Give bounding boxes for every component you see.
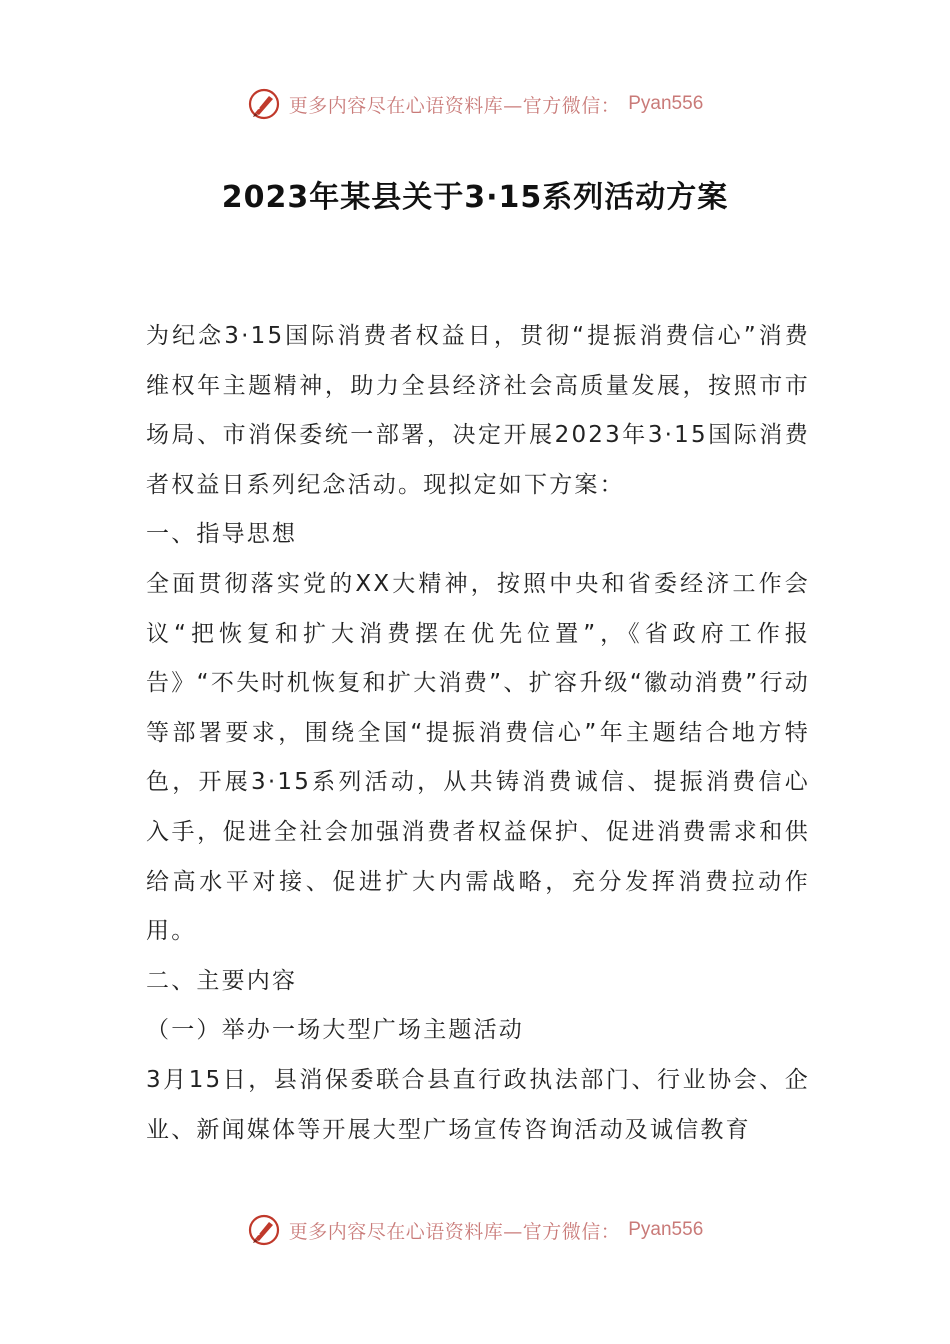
subsection-heading-plaza-event: （一）举办一场大型广场主题活动 — [146, 1017, 524, 1044]
watermark-handle: Pyan556 — [628, 93, 704, 114]
document-body — [146, 312, 810, 1155]
section-heading-guiding-ideology: 一、指导思想 — [146, 521, 298, 548]
plaza-event-paragraph: 3月15日，县消保委联合县直行政执法部门、行业协会、企业、新闻媒体等开展大型广场宣传咨询活动及诚信教育 — [146, 1066, 810, 1143]
watermark-text: 更多内容尽在心语资料库—官方微信： — [288, 94, 621, 117]
intro-paragraph: 为纪念3·15国际消费者权益日，贯彻“提振消费信心”消费维权年主题精神，助力全县经济社会高质量发展，按照市市场局、市消保委统一部署，决定开展2023年3·15国际消费者权益日系列纪念活动。现拟定如下方案： — [146, 323, 810, 498]
pen-circle-logo-icon — [247, 1213, 281, 1247]
guiding-ideology-paragraph: 全面贯彻落实党的XX大精神，按照中央和省委经济工作会议“把恢复和扩大消费摆在优先位置”，《省政府工作报告》“不失时机恢复和扩大消费”、扩容升级“徽动消费”行动等部署要求，围绕全国“提振消费信心”年主题结合地方特色，开展3·15系列活动，从共铸消费诚信、提振消费信心入手，促进全社会加强消费者权益保护、促进消费需求和供给高水平对接、促进扩大内需战略，充分发挥消费拉动作用。 — [146, 570, 810, 945]
pen-circle-logo-icon — [247, 87, 281, 121]
watermark-text: 更多内容尽在心语资料库—官方微信： — [288, 1220, 621, 1243]
watermark-handle: Pyan556 — [628, 1219, 704, 1240]
watermark-header — [0, 84, 950, 124]
document-title: 2023年某县关于3·15系列活动方案 — [221, 180, 729, 215]
section-heading-main-content: 二、主要内容 — [146, 967, 298, 994]
watermark-footer — [0, 1210, 950, 1250]
